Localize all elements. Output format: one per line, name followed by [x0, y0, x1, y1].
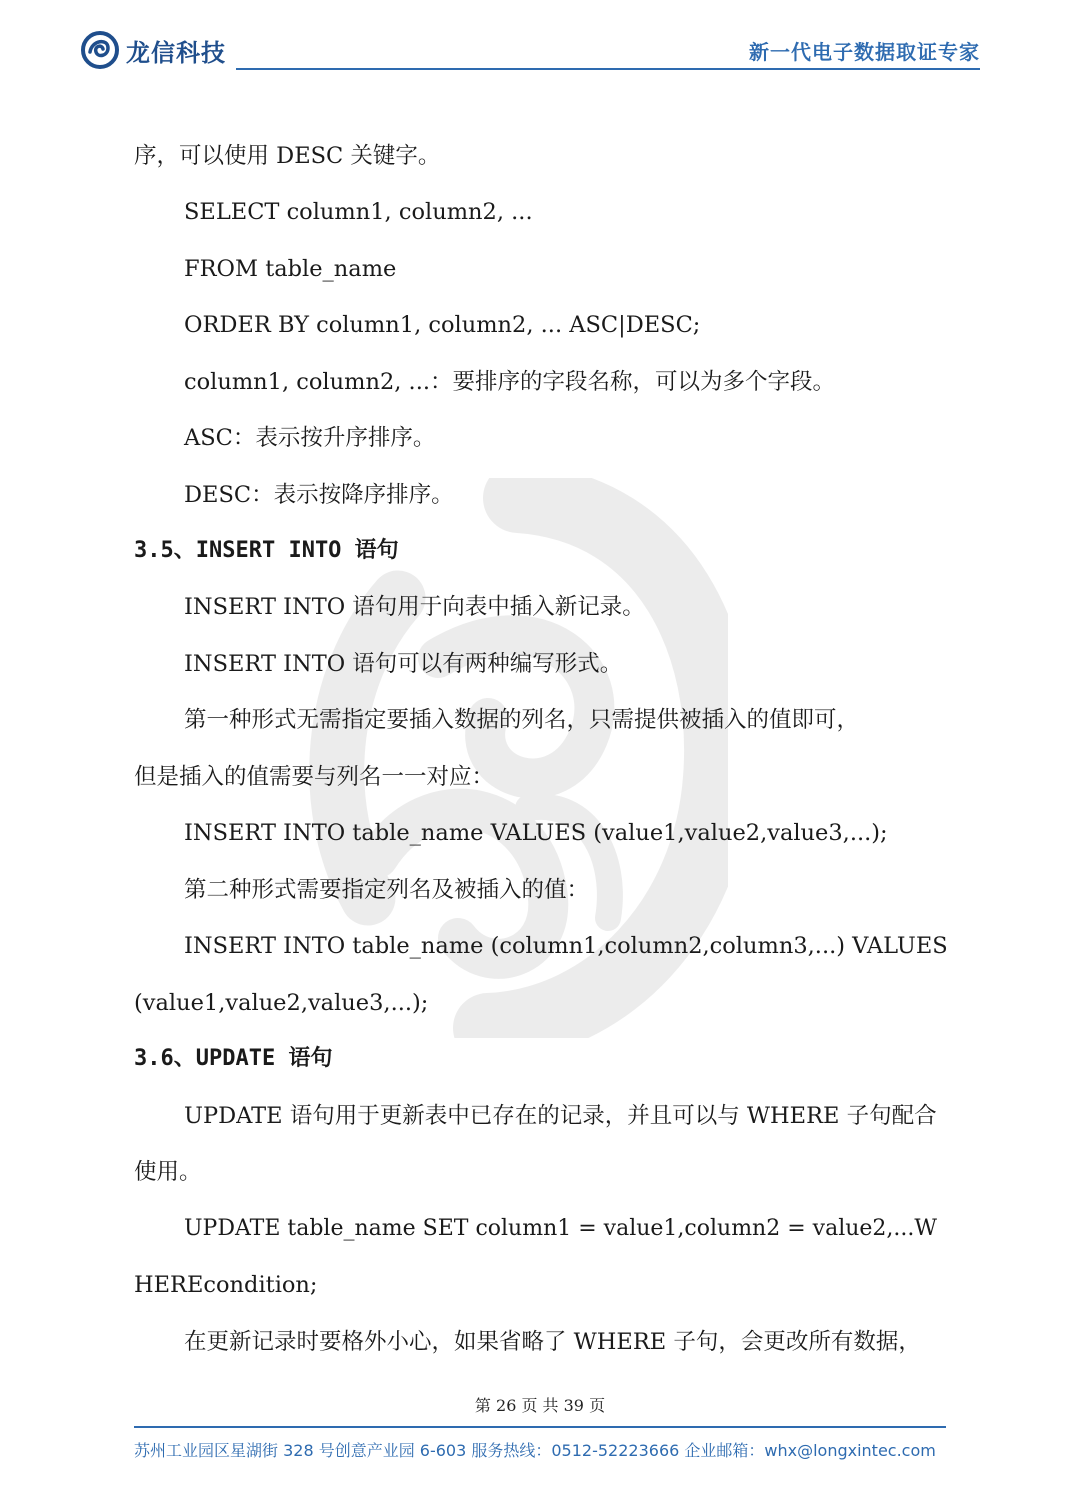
code-line: INSERT INTO table_name VALUES (value1,value2,value3,...);: [184, 820, 888, 846]
code-line: (value1,value2,value3,...);: [134, 990, 429, 1016]
header-slogan: 新一代电子数据取证专家: [749, 40, 980, 64]
company-logo: [80, 30, 226, 70]
code-line: HEREcondition;: [134, 1272, 318, 1298]
paragraph-line: DESC：表示按降序排序。: [184, 482, 454, 508]
paragraph-line: 但是插入的值需要与列名一一对应：: [134, 764, 495, 790]
paragraph-line: 使用。: [134, 1159, 202, 1185]
section-heading: 3.6、UPDATE 语句: [134, 1046, 333, 1071]
code-line: FROM table_name: [184, 256, 397, 282]
footer-divider: [134, 1426, 946, 1428]
paragraph-line: UPDATE 语句用于更新表中已存在的记录，并且可以与 WHERE 子句配合: [184, 1103, 937, 1129]
section-heading: 3.5、INSERT INTO 语句: [134, 538, 399, 563]
code-line: ORDER BY column1, column2, ... ASC|DESC;: [184, 312, 701, 338]
code-line: UPDATE table_name SET column1 = value1,column2 = value2,...W: [184, 1216, 937, 1241]
code-line: SELECT column1, column2, ...: [184, 199, 533, 225]
paragraph-line: INSERT INTO 语句可以有两种编写形式。: [184, 651, 623, 677]
paragraph-line: 在更新记录时要格外小心，如果省略了 WHERE 子句，会更改所有数据，: [184, 1329, 921, 1355]
company-name: 龙信科技: [126, 38, 226, 67]
paragraph-line: column1, column2, ...：要排序的字段名称，可以为多个字段。: [184, 369, 836, 395]
paragraph-line: 序，可以使用 DESC 关键字。: [134, 143, 441, 169]
paragraph-line: ASC：表示按升序排序。: [184, 425, 436, 451]
header-divider: [236, 68, 980, 70]
page-header: [0, 0, 1080, 80]
page-number: 第 26 页 共 39 页: [474, 1396, 606, 1415]
code-line: INSERT INTO table_name (column1,column2,column3,...) VALUES: [184, 933, 948, 959]
paragraph-line: 第二种形式需要指定列名及被插入的值：: [184, 877, 590, 903]
footer-contact: 苏州工业园区星湖街 328 号创意产业园 6-603 服务热线：0512-52223666 企业邮箱：whx@longxintec.com: [134, 1441, 936, 1460]
paragraph-line: 第一种形式无需指定要插入数据的列名，只需提供被插入的值即可，: [184, 707, 860, 733]
dragon-logo-icon: [80, 30, 120, 70]
paragraph-line: INSERT INTO 语句用于向表中插入新记录。: [184, 594, 645, 620]
